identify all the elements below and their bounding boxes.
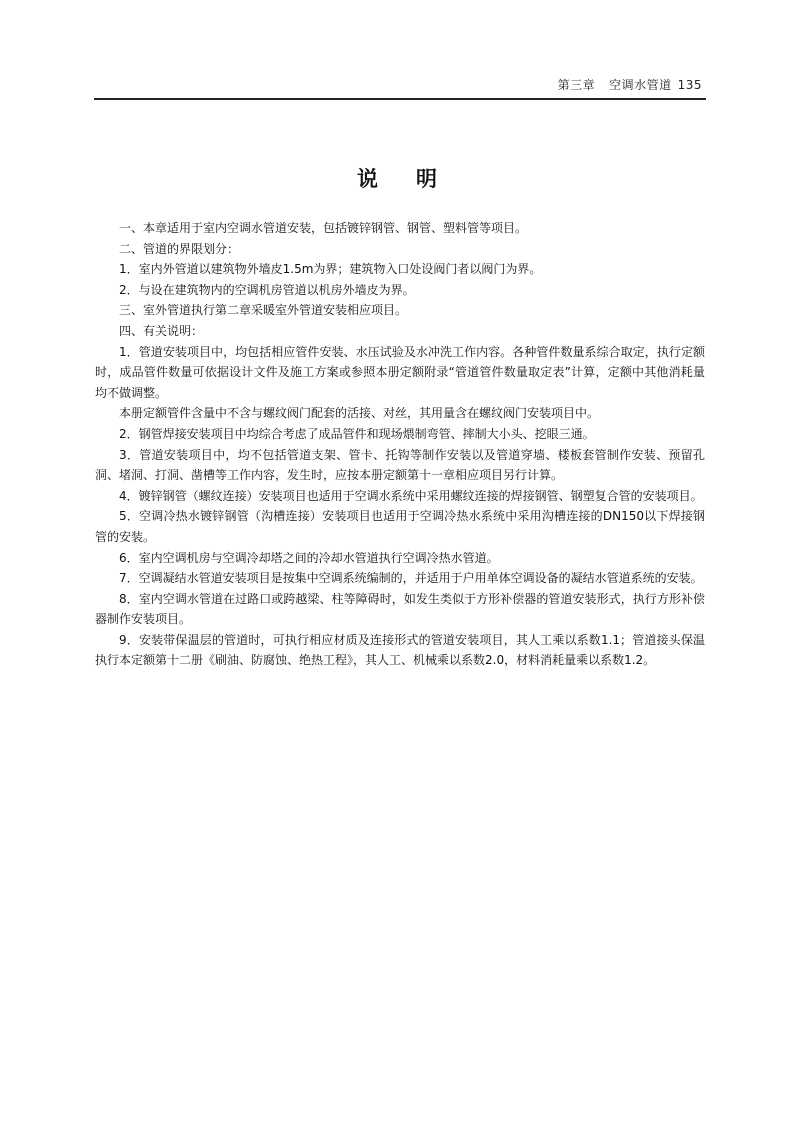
section-label: 空调水管道: [609, 78, 672, 92]
paragraph-note-6: 6．室内空调机房与空调冷却塔之间的冷却水管道执行空调冷热水管道。: [119, 550, 499, 565]
chapter-label: 第三章: [557, 78, 596, 92]
paragraph-note-8: 8．室内空调水管道在过路口或跨越梁、柱等障碍时，如发生类似于方形补偿器的管道安装形式，执行方形补偿器制作安装项目。: [95, 591, 705, 627]
paragraph-note-1: 1．管道安装项目中，均包括相应管件安装、水压试验及水冲洗工作内容。各种管件数量系综合取定，执行定额时，成品管件数量可依据设计文件及施工方案或参照本册定额附录“管道管件数量取定表”计算，定额中其他消耗量均不做调整。: [95, 344, 705, 400]
page-number: 135: [677, 78, 702, 92]
paragraph-note-2: 2．钢管焊接安装项目中均综合考虑了成品管件和现场煨制弯管、摔制大小头、挖眼三通。: [119, 426, 595, 441]
paragraph-note-1-supplement: 本册定额管件含量中不含与螺纹阀门配套的活接、对丝，其用量含在螺纹阀门安装项目中。: [119, 406, 600, 421]
running-header: [558, 76, 702, 93]
paragraph-note-5: 5．空调冷热水镀锌钢管（沟槽连接）安装项目也适用于空调冷热水系统中采用沟槽连接的DN150以下焊接钢管的安装。: [95, 509, 705, 544]
header-divider: [94, 98, 706, 100]
paragraph-note-7: 7．空调凝结水管道安装项目是按集中空调系统编制的，并适用于户用单体空调设备的凝结水管道系统的安装。: [119, 571, 703, 586]
paragraph-boundary-1: 1．室内外管道以建筑物外墙皮1.5m为界；建筑物入口处设阀门者以阀门为界。: [119, 262, 542, 277]
body-text: [95, 218, 705, 671]
paragraph-note-4: 4．镀锌钢管（螺纹连接）安装项目也适用于空调水系统中采用螺纹连接的焊接钢管、钢塑复合管的安装项目。: [119, 488, 703, 503]
paragraph-boundary-2: 2．与设在建筑物内的空调机房管道以机房外墙皮为界。: [119, 282, 415, 297]
paragraph-boundary-heading: 二、管道的界限划分：: [119, 241, 240, 256]
paragraph-note-3: 3．管道安装项目中，均不包括管道支架、管卡、托钩等制作安装以及管道穿墙、楼板套管制作安装、预留孔洞、堵洞、打洞、凿槽等工作内容，发生时，应按本册定额第十一章相应项目另行计算。: [95, 447, 705, 483]
paragraph-notes-heading: 四、有关说明：: [119, 323, 204, 338]
page-title: 说明: [357, 167, 475, 191]
paragraph-scope: 一、本章适用于室内空调水管道安装，包括镀锌钢管、钢管、塑料管等项目。: [119, 221, 528, 235]
paragraph-outdoor: 三、室外管道执行第二章采暖室外管道安装相应项目。: [119, 303, 408, 318]
paragraph-note-9: 9．安装带保温层的管道时，可执行相应材质及连接形式的管道安装项目，其人工乘以系数1.1；管道接头保温执行本定额第十二册《刷油、防腐蚀、绝热工程》，其人工、机械乘以系数2.0，材料消耗量乘以系数1.2。: [95, 632, 705, 668]
